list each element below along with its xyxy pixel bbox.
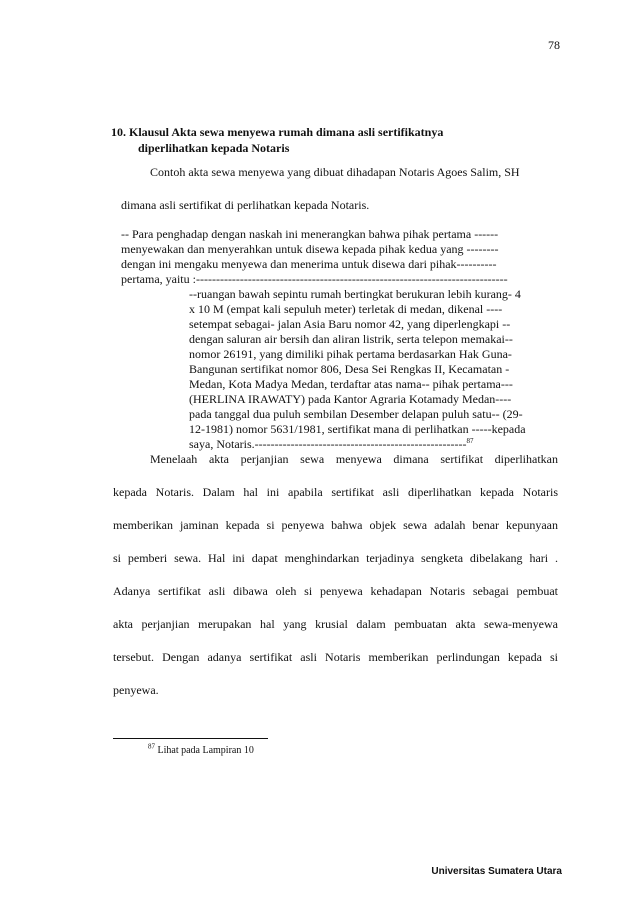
footnote [148,742,254,756]
quote-last-line [189,437,473,452]
intro-paragraph-line-1: Contoh akta sewa menyewa yang dibuat dihadapan Notaris Agoes Salim, SH [150,165,520,179]
quote-indented-line: (HERLINA IRAWATY) pada Kantor Agraria Kotamady Medan---- [189,392,512,406]
quote-indented-line: setempat sebagai- jalan Asia Baru nomor 42, yang diperlengkapi -- [189,317,511,331]
quote-indented-line: x 10 M (empat kali sepuluh meter) terletak di medan, dikenal ---- [189,302,503,316]
quote-indented-line: nomor 26191, yang dimiliki pihak pertama berdasarkan Hak Guna- [189,347,512,361]
quote-indented-line: dengan saluran air bersih dan aliran listrik, serta telepon memakai-- [189,332,513,346]
body-paragraph-line: akta perjanjian merupakan hal yang krusial dalam pembuatan akta sewa-menyewa [113,617,558,631]
quote-line: -- Para penghadap dengan naskah ini menerangkan bahwa pihak pertama ------ [121,227,499,241]
body-paragraph-line: Menelaah akta perjanjian sewa menyewa dimana sertifikat diperlihatkan [150,452,558,466]
section-heading-line-1: 10. Klausul Akta sewa menyewa rumah dimana asli sertifikatnya [111,125,444,139]
footnote-divider [113,738,268,739]
body-paragraph-line: kepada Notaris. Dalam hal ini apabila sertifikat asli diperlihatkan kepada Notaris [113,485,558,499]
body-paragraph-line: Adanya sertifikat asli dibawa oleh si penyewa kehadapan Notaris sebagai pembuat [113,584,558,598]
quote-indented-line: Medan, Kota Madya Medan, terdaftar atas nama-- pihak pertama--- [189,377,513,391]
body-paragraph-line: tersebut. Dengan adanya sertifikat asli Notaris memberikan perlindungan kepada si [113,650,558,664]
body-paragraph-line: si pemberi sewa. Hal ini dapat menghindarkan terjadinya sengketa dibelakang hari . [113,551,558,565]
quote-line: menyewakan dan menyerahkan untuk disewa kepada pihak kedua yang -------- [121,242,499,256]
footnote-number: 87 [148,742,155,751]
intro-paragraph-line-2: dimana asli sertifikat di perlihatkan kepada Notaris. [121,198,370,212]
quote-indented-line: pada tanggal dua puluh sembilan Desember delapan puluh satu-- (29- [189,407,523,421]
body-paragraph-line: penyewa. [113,683,159,697]
quote-last-line-text: saya, Notaris.----------------------------------------------------- [189,437,467,451]
quote-line: dengan ini mengaku menyewa dan menerima untuk disewa dari pihak---------- [121,257,497,271]
quote-indented-line: --ruangan bawah sepintu rumah bertingkat berukuran lebih kurang- 4 [189,287,521,301]
footnote-text: Lihat pada Lampiran 10 [155,745,254,756]
body-paragraph-line: memberikan jaminan kepada si penyewa bahwa objek sewa adalah benar kepunyaan [113,518,558,532]
footnote-reference: 87 [466,437,474,445]
quote-indented-line: 12-1981) nomor 5631/1981, sertifikat mana di perlihatkan -----kepada [189,422,526,436]
university-footer: Universitas Sumatera Utara [431,866,562,877]
page-number: 78 [548,38,560,52]
quote-indented-line: Bangunan sertifikat nomor 806, Desa Sei Rengkas II, Kecamatan - [189,362,510,376]
section-heading-line-2: diperlihatkan kepada Notaris [138,141,290,155]
quote-line: pertama, yaitu :------------------------------------------------------------------------------ [121,272,508,286]
